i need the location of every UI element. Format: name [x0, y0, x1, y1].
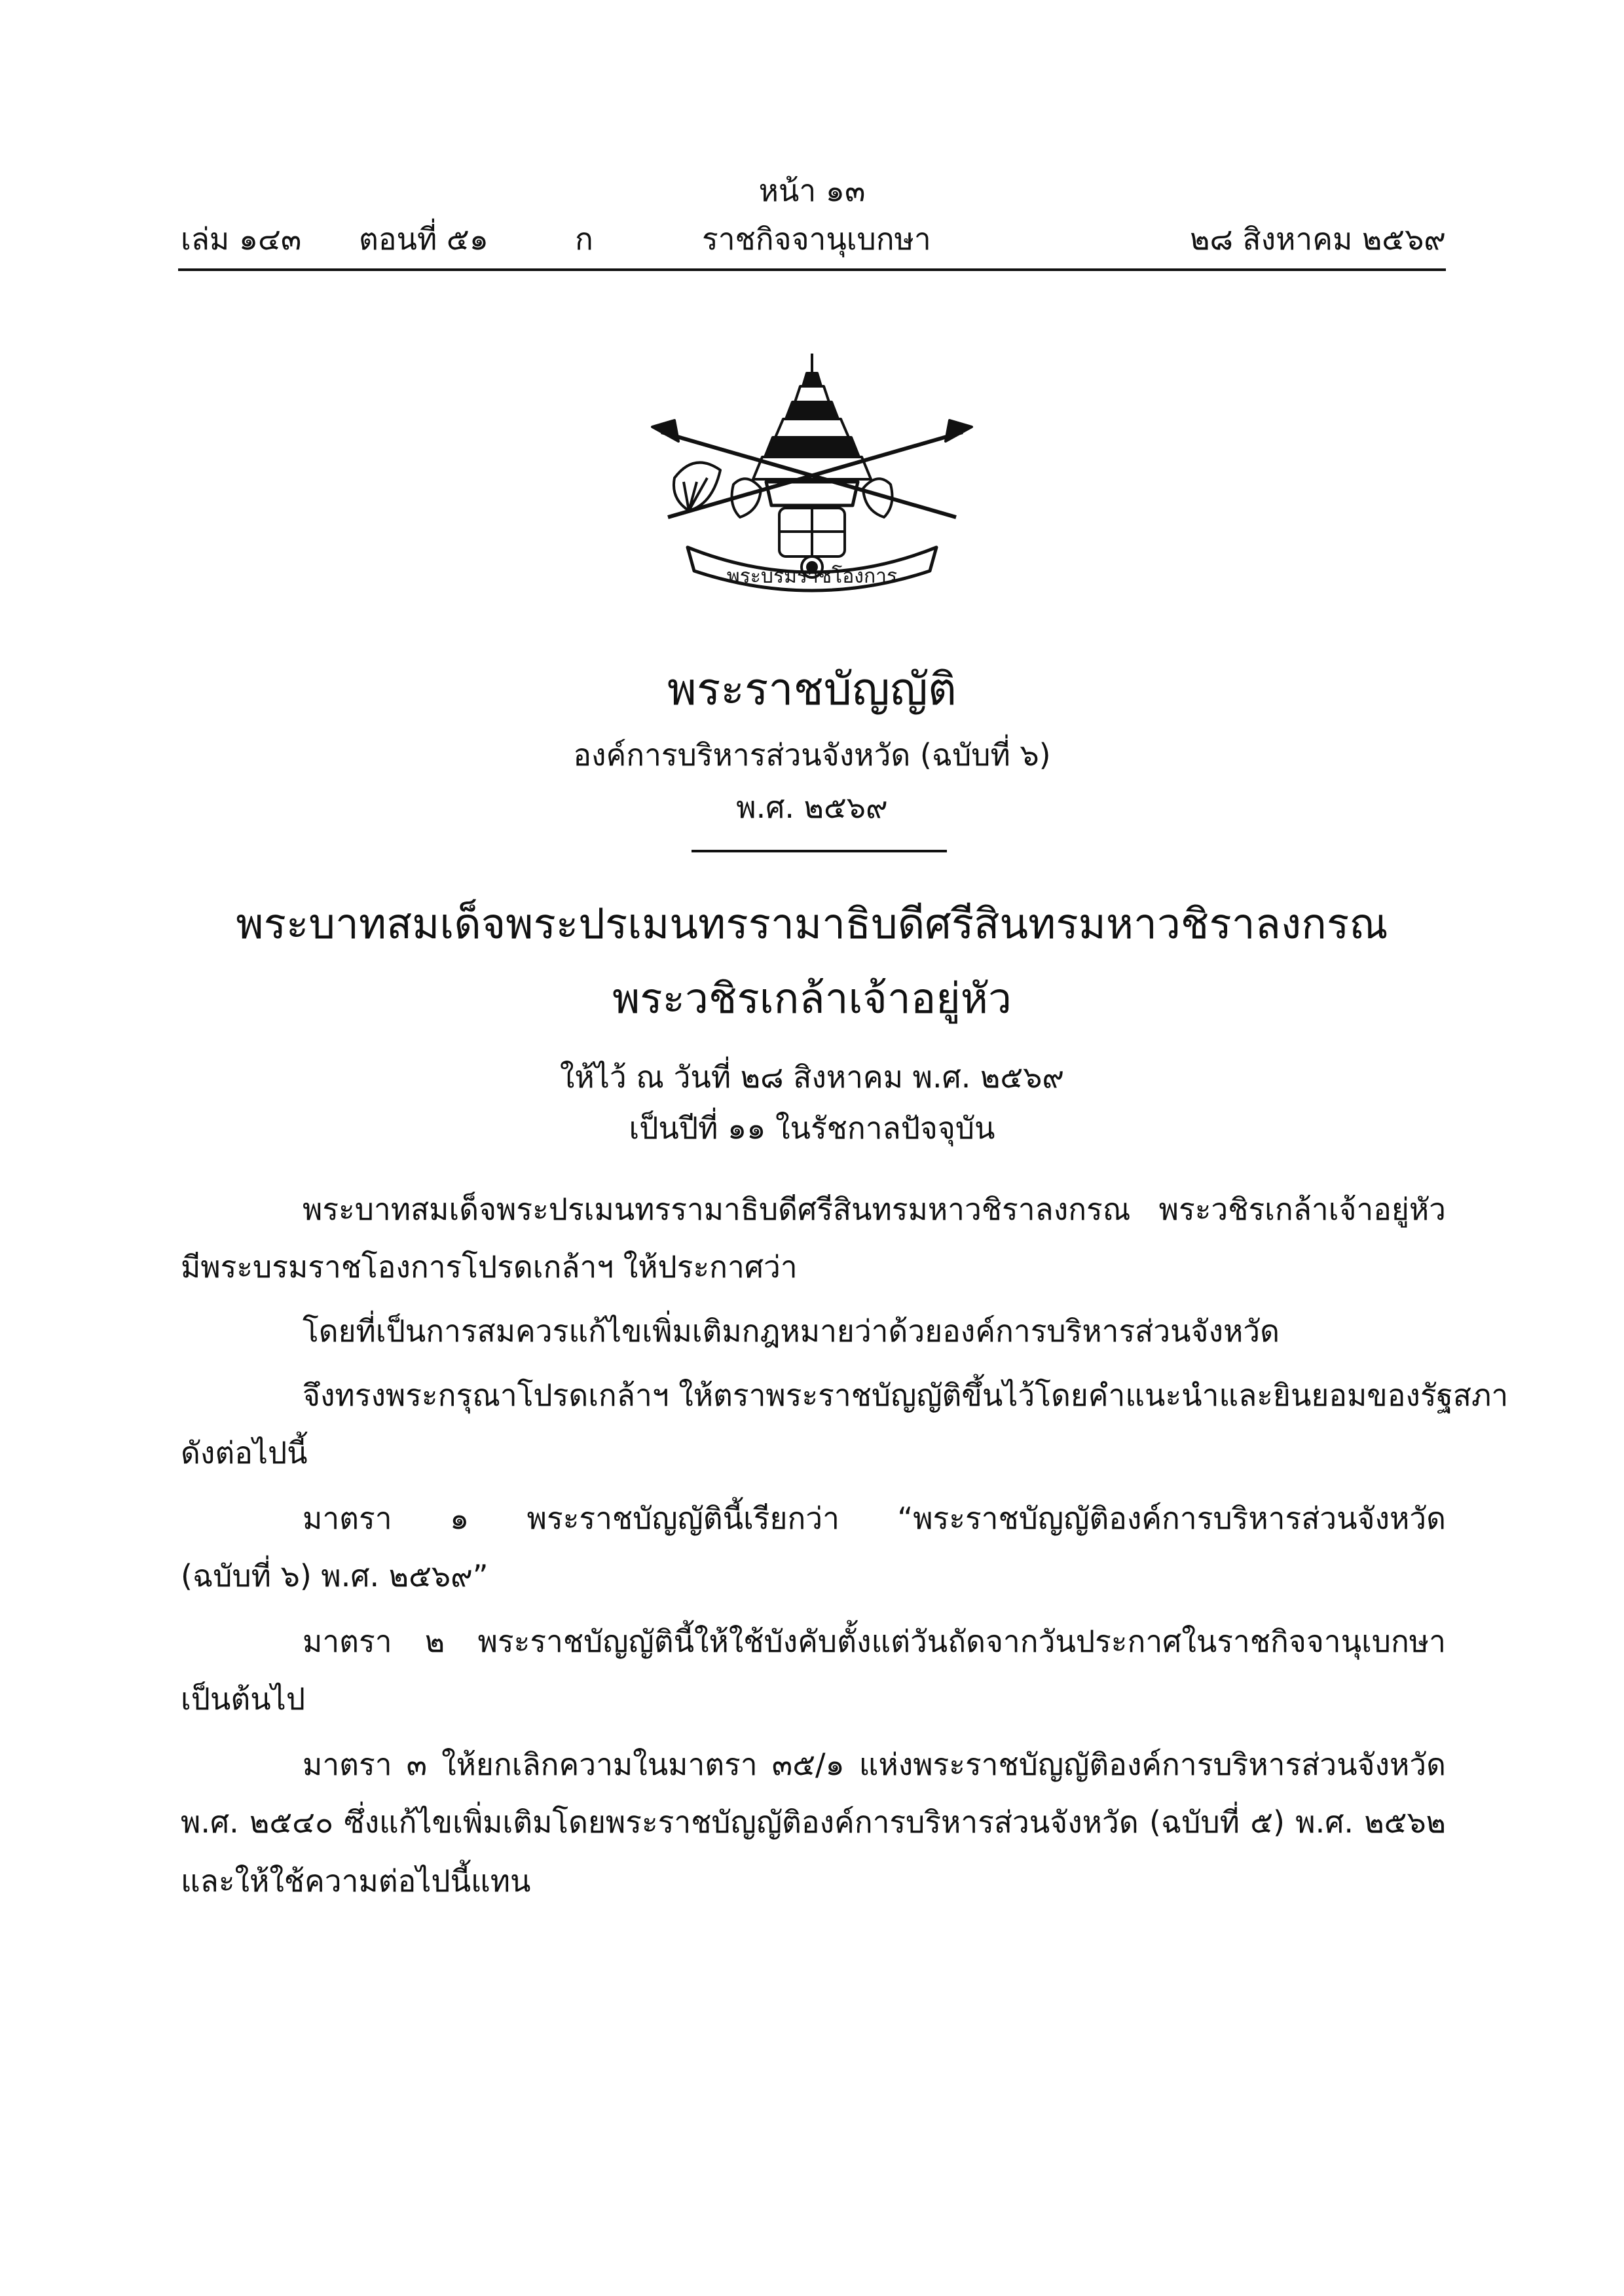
king-name-line2: พระวชิรเกล้าเจ้าอยู่หัว [612, 975, 1012, 1023]
section-number: ตอนที่ ๕๑ [359, 221, 489, 257]
king-name-line1: พระบาทสมเด็จพระปรเมนทรรามาธิบดีศรีสินทรมหาวชิราลงกรณ [236, 900, 1388, 949]
emblem-inscription: พระบรมราชโองการ [726, 565, 898, 588]
section3-line-2: พ.ศ. ๒๕๔๐ ซึ่งแก้ไขเพิ่มเติมโดยพระราชบัญญัติองค์การบริหารส่วนจังหวัด (ฉบับที่ ๕) พ.ศ. ๒๕๖๒ [181, 1804, 1446, 1840]
reign-year: เป็นปีที่ ๑๑ ในรัชกาลปัจจุบัน [629, 1110, 995, 1146]
section1-line-2: (ฉบับที่ ๖) พ.ศ. ๒๕๖๙” [181, 1558, 489, 1594]
publication-date: ๒๘ สิงหาคม ๒๕๖๙ [1190, 221, 1446, 257]
act-subtitle: องค์การบริหารส่วนจังหวัด (ฉบับที่ ๖) [573, 737, 1051, 773]
section3-line-3: และให้ใช้ความต่อไปนี้แทน [181, 1863, 531, 1899]
act-year: พ.ศ. ๒๕๖๙ [736, 790, 888, 825]
volume-number: เล่ม ๑๔๓ [181, 221, 302, 257]
section3-line-1: มาตรา ๓ ให้ยกเลิกความในมาตรา ๓๕/๑ แห่งพระราชบัญญัติองค์การบริหารส่วนจังหวัด [303, 1747, 1446, 1782]
enactment-line-1: จึงทรงพระกรุณาโปรดเกล้าฯ ให้ตราพระราชบัญญัติขึ้นไว้โดยคำแนะนำและยินยอมของรัฐสภา [303, 1377, 1509, 1413]
publication-name: ราชกิจจานุเบกษา [702, 221, 931, 257]
reason-line: โดยที่เป็นการสมควรแก้ไขเพิ่มเติมกฎหมายว่าด้วยองค์การบริหารส่วนจังหวัด [303, 1313, 1280, 1349]
section2-line-2: เป็นต้นไป [181, 1681, 306, 1717]
title-rule [692, 850, 947, 852]
section2-line-1: มาตรา ๒ พระราชบัญญัตินี้ให้ใช้บังคับตั้งแต่วันถัดจากวันประกาศในราชกิจจานุเบกษา [303, 1624, 1446, 1659]
royal-seal-emblem-icon [648, 354, 976, 602]
part-letter: ก [575, 221, 593, 257]
act-title: พระราชบัญญัติ [667, 664, 957, 716]
preamble-line-1: พระบาทสมเด็จพระปรเมนทรรามาธิบดีศรีสินทรมหาวชิราลงกรณ พระวชิรเกล้าเจ้าอยู่หัว [303, 1192, 1446, 1227]
header-rule [178, 268, 1446, 271]
page-number: หน้า ๑๓ [758, 173, 866, 208]
given-date: ให้ไว้ ณ วันที่ ๒๘ สิงหาคม พ.ศ. ๒๕๖๙ [559, 1059, 1065, 1095]
preamble-line-2: มีพระบรมราชโองการโปรดเกล้าฯ ให้ประกาศว่า [181, 1249, 798, 1285]
section1-line-1: มาตรา ๑ พระราชบัญญัตินี้เรียกว่า “พระราชบัญญัติองค์การบริหารส่วนจังหวัด [303, 1501, 1446, 1536]
enactment-line-2: ดังต่อไปนี้ [181, 1435, 308, 1470]
